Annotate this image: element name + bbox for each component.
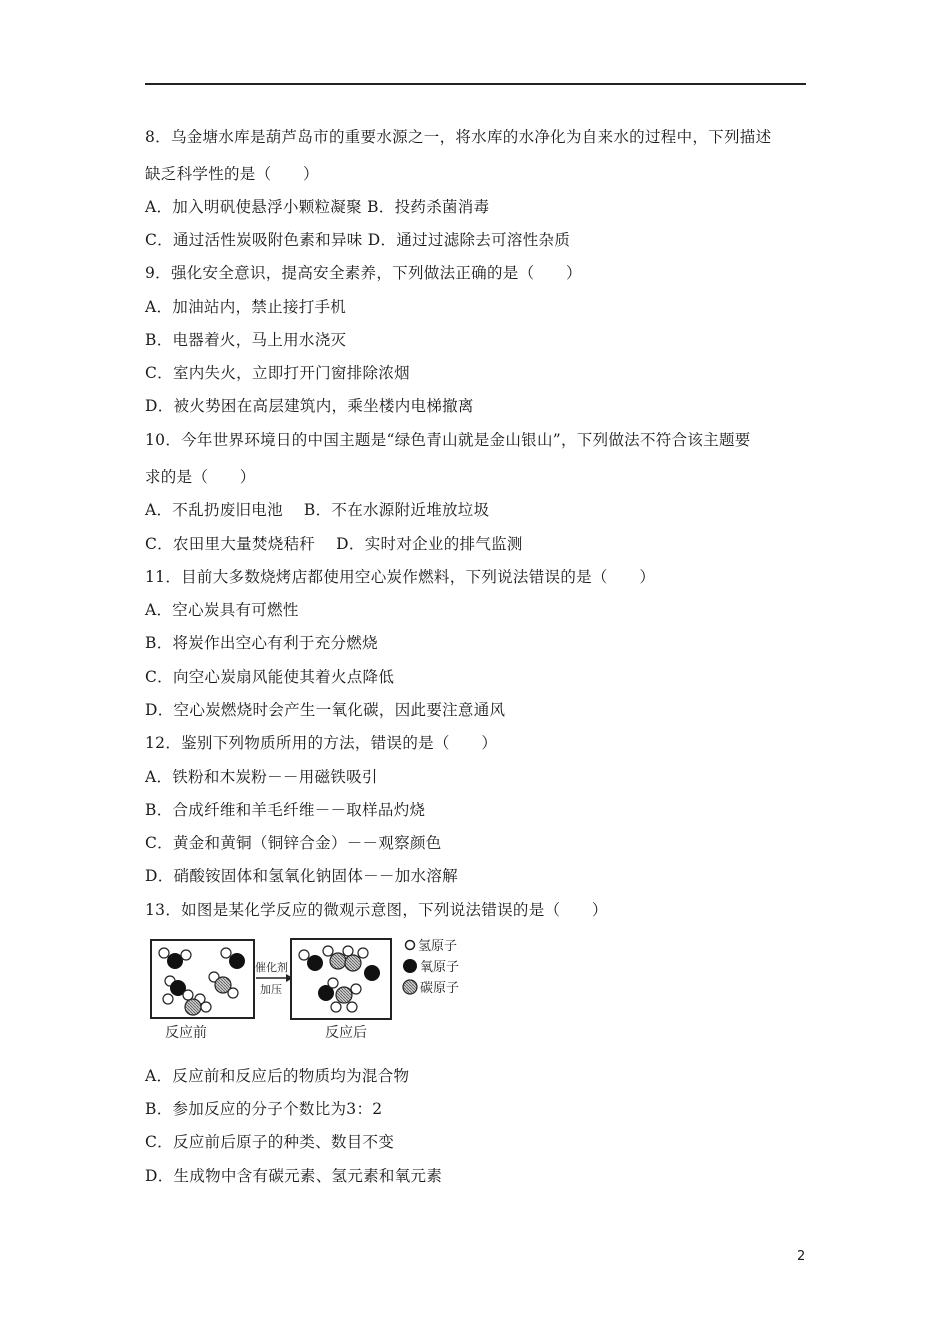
legend-carbon-label: 碳原子 <box>420 981 460 996</box>
q9-option-b: B．电器着火，马上用水浇灭 <box>145 331 347 349</box>
q12-option-b: B．合成纤维和羊毛纤维－－取样品灼烧 <box>145 801 426 819</box>
legend-oxygen-icon <box>403 959 417 973</box>
q13-stem: 13．如图是某化学反应的微观示意图，下列说法错误的是（ ） <box>145 901 608 919</box>
legend-oxygen-label: 氧原子 <box>420 960 460 975</box>
q11-option-b: B．将炭作出空心有利于充分燃烧 <box>145 634 378 652</box>
q13-option-c: C．反应前后原子的种类、数目不变 <box>145 1133 395 1151</box>
q10-stem-line2: 求的是（ ） <box>145 468 256 486</box>
legend-carbon-icon <box>403 980 417 994</box>
q13-option-d: D．生成物中含有碳元素、氢元素和氧元素 <box>145 1167 443 1185</box>
q9-option-c: C．室内失火，立即打开门窗排除浓烟 <box>145 364 410 382</box>
q10-options-line1: A．不乱扔废旧电池 B．不在水源附近堆放垃圾 <box>145 501 490 519</box>
q10-options-line2: C．农田里大量焚烧秸秆 D．实时对企业的排气监测 <box>145 535 523 553</box>
q8-stem-line1: 8．乌金塘水库是葫芦岛市的重要水源之一，将水库的水净化为自来水的过程中，下列描述 <box>145 128 772 146</box>
q9-option-a: A．加油站内，禁止接打手机 <box>145 298 347 316</box>
legend-hydrogen-label: 氢原子 <box>418 939 458 954</box>
q11-option-d: D．空心炭燃烧时会产生一氧化碳，因此要注意通风 <box>145 701 506 719</box>
legend <box>403 939 459 996</box>
q13-option-b: B．参加反应的分子个数比为3：2 <box>145 1100 383 1118</box>
q8-stem-line2: 缺乏科学性的是（ ） <box>145 165 319 183</box>
reaction-diagram <box>148 933 478 1043</box>
legend-hydrogen-icon <box>406 941 415 950</box>
label-before: 反应前 <box>165 1025 207 1041</box>
q8-options-line1: A．加入明矾使悬浮小颗粒凝聚 B．投药杀菌消毒 <box>145 198 490 216</box>
q10-stem-line1: 10．今年世界环境日的中国主题是“绿色青山就是金山银山”，下列做法不符合该主题要 <box>145 431 751 449</box>
q12-stem: 12．鉴别下列物质所用的方法，错误的是（ ） <box>145 734 498 752</box>
q11-stem: 11．目前大多数烧烤店都使用空心炭作燃料，下列说法错误的是（ ） <box>145 568 656 586</box>
header-rule <box>145 83 806 85</box>
q12-option-a: A．铁粉和木炭粉－－用磁铁吸引 <box>145 768 378 786</box>
q8-options-line2: C．通过活性炭吸附色素和异味 D．通过过滤除去可溶性杂质 <box>145 231 571 249</box>
arrow-label-bottom: 加压 <box>260 983 282 996</box>
q13-option-a: A．反应前和反应后的物质均为混合物 <box>145 1067 410 1085</box>
page-number: 2 <box>797 1249 806 1264</box>
q12-option-c: C．黄金和黄铜（铜锌合金）－－观察颜色 <box>145 834 442 852</box>
label-after: 反应后 <box>325 1025 367 1041</box>
q12-option-d: D．硝酸铵固体和氢氧化钠固体－－加水溶解 <box>145 867 458 885</box>
q11-option-c: C．向空心炭扇风能使其着火点降低 <box>145 668 395 686</box>
q9-stem: 9．强化安全意识，提高安全素养，下列做法正确的是（ ） <box>145 264 582 282</box>
arrow-label-top: 催化剂 <box>255 961 288 974</box>
q11-option-a: A．空心炭具有可燃性 <box>145 601 299 619</box>
q9-option-d: D．被火势困在高层建筑内，乘坐楼内电梯撤离 <box>145 397 474 415</box>
